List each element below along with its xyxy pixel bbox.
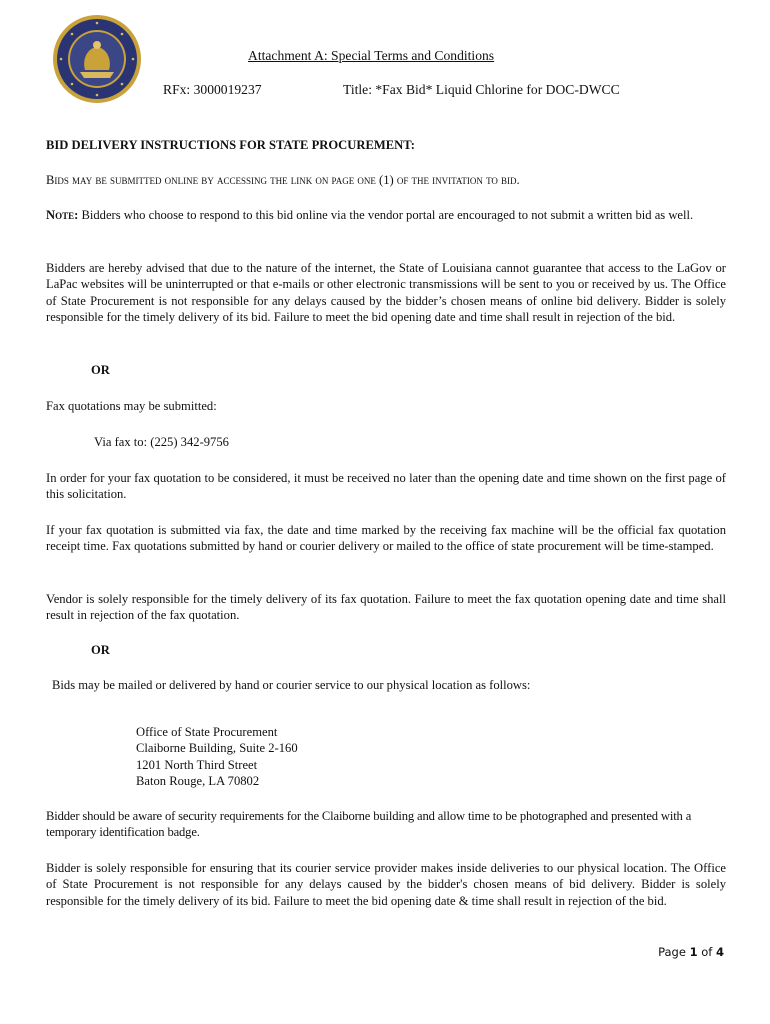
pelican-head	[93, 41, 101, 49]
page-total: 4	[715, 945, 724, 959]
page-current: 1	[689, 945, 698, 959]
note-text: Bidders who choose to respond to this bid online via the vendor portal are encouraged to not submit a written bid as well.	[78, 208, 694, 222]
fax-responsibility-paragraph: Vendor is solely responsible for the timely delivery of its fax quotation. Failure to meet the fax quotation opening date and time shall result in rejection of the fax quotation.	[46, 592, 726, 623]
or-separator-1: OR	[91, 363, 110, 377]
fax-deadline-paragraph: In order for your fax quotation to be considered, it must be received no later than the opening date and time shown on the first page of this solicitation.	[46, 471, 726, 502]
courier-paragraph: Bidder is solely responsible for ensuring that its courier service provider makes inside deliveries to our physical location. The Office of State Procurement is not responsible for any delays caused by the bidder's chosen means of bid delivery. Bidder is solely responsible for the timely delivery of its bid. Failure to meet the bid opening date & time shall result in rejection of the bid.	[46, 861, 726, 908]
address-line: Claiborne Building, Suite 2-160	[136, 741, 298, 756]
fax-number: Via fax to: (225) 342-9756	[94, 435, 229, 449]
page-of: of	[697, 945, 716, 959]
rfx-title: Title: *Fax Bid* Liquid Chlorine for DOC-DWCC	[343, 82, 620, 97]
address-line: Baton Rouge, LA 70802	[136, 774, 260, 789]
rfx-number: RFx: 3000019237	[163, 82, 262, 97]
online-bid-notice: Bids may be submitted online by accessing the link on page one (1) of the invitation to bid.	[46, 173, 520, 187]
internet-advisory-paragraph: Bidders are hereby advised that due to the nature of the internet, the State of Louisiana cannot guarantee that access to the LaGov or LaPac websites will be uninterrupted or that e-mails or other electronic transmissions will be sent to you or received by us. The Office of State Procurement is not responsible for any delays caused by the bidder’s chosen means of online bid delivery. Bidder is solely responsible for the timely delivery of its bid. Failure to meet the bid opening date and time shall result in rejection of the bid.	[46, 261, 726, 325]
or-separator-2: OR	[91, 643, 110, 657]
note-label: Note:	[46, 208, 79, 222]
section-heading: BID DELIVERY INSTRUCTIONS FOR STATE PROCUREMENT:	[46, 138, 415, 152]
attachment-title: Attachment A: Special Terms and Conditions	[248, 48, 495, 63]
state-seal-icon	[52, 14, 142, 104]
nest-shape	[80, 72, 114, 78]
page-word: Page	[658, 945, 690, 959]
address-line: 1201 North Third Street	[136, 757, 258, 772]
fax-timestamp-paragraph: If your fax quotation is submitted via fax, the date and time marked by the receiving fax machine will be the official fax quotation receipt time. Fax quotations submitted by hand or courier delivery or mailed to the office of state procurement will be time-stamped.	[46, 523, 726, 554]
physical-address	[136, 724, 298, 790]
address-line: Office of State Procurement	[136, 725, 278, 739]
security-paragraph: Bidder should be aware of security requirements for the Claiborne building and allow time to be photographed and presented with a temporary identification badge.	[46, 809, 692, 840]
note-paragraph	[46, 207, 726, 223]
mail-intro: Bids may be mailed or delivered by hand or courier service to our physical location as follows:	[52, 678, 531, 692]
fax-intro: Fax quotations may be submitted:	[46, 399, 217, 413]
page-number	[658, 944, 724, 960]
